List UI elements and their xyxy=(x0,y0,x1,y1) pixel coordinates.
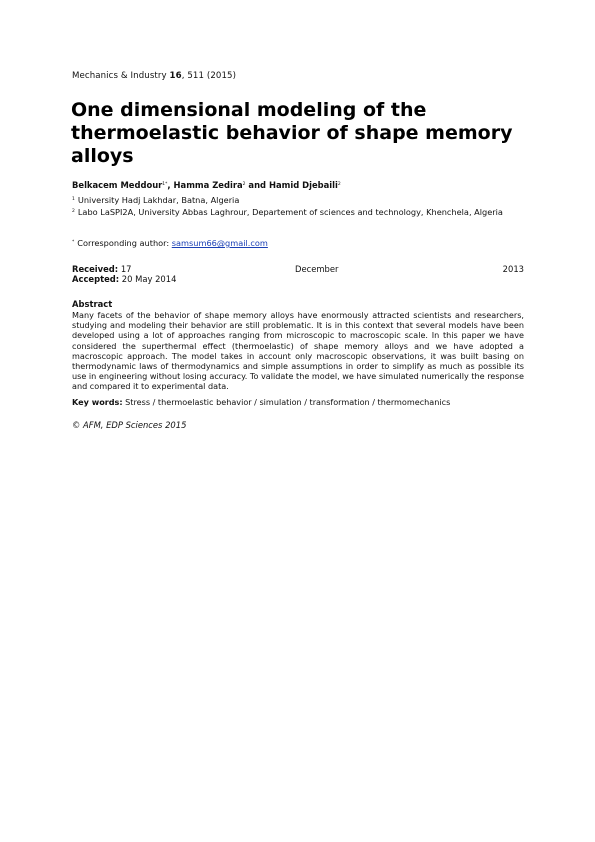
email-link[interactable]: samsum66@gmail.com xyxy=(171,238,268,248)
author-affiliation-mark: 2 xyxy=(337,182,341,187)
corresponding-label: Corresponding author: xyxy=(77,238,172,248)
accepted-line xyxy=(72,274,176,284)
received-label: Received: xyxy=(72,264,119,274)
received-year: 2013 xyxy=(502,264,524,274)
keywords-text: Stress / thermoelastic behavior / simulation / transformation / thermomechanics xyxy=(125,397,451,407)
author-affiliation-mark: 2 xyxy=(242,182,246,187)
journal-name: Mechanics & Industry xyxy=(72,71,170,81)
journal-pages-year: , 511 (2015) xyxy=(181,71,237,81)
corresponding-author xyxy=(72,238,268,248)
affiliation xyxy=(72,207,503,217)
accepted-date: 20 May 2014 xyxy=(121,274,177,284)
affiliation xyxy=(72,195,239,205)
keywords-label: Key words: xyxy=(72,397,123,407)
journal-citation xyxy=(72,71,236,81)
affiliation-text: Labo LaSPI2A, University Abbas Laghrour, Departement of sciences and technology, Khenchela, Algeria xyxy=(77,207,503,217)
author-separator: , xyxy=(167,180,174,190)
received-month: December xyxy=(295,264,339,274)
keywords xyxy=(72,397,450,407)
author-affiliation-mark: 1* xyxy=(162,182,168,187)
affiliation-text: University Hadj Lakhdar, Batna, Algeria xyxy=(77,195,240,205)
copyright-notice: © AFM, EDP Sciences 2015 xyxy=(72,420,187,430)
author-name: Hamid Djebaili xyxy=(268,180,338,190)
paper-title: One dimensional modeling of the thermoelastic behavior of shape memory alloys xyxy=(71,99,513,167)
author-name: Hamma Zedira xyxy=(173,180,243,190)
corresponding-mark: * xyxy=(72,240,75,245)
affiliation-mark: 1 xyxy=(72,197,75,202)
journal-volume: 16 xyxy=(169,71,182,81)
accepted-label: Accepted: xyxy=(72,274,120,284)
author-list xyxy=(72,180,341,190)
abstract-text: Many facets of the behavior of shape memory alloys have enormously attracted scientists and researchers, studying and modeling their behavior are still problematic. It is in this context that several models have been developed using a lot of approaches ranging from microscopic to macroscopic scale. In this paper we have considered the superthermal effect (thermoelastic) of shape memory alloys and we have adopted a macroscopic approach. The model takes in account only macroscopic observations, it was built basing on thermodynamic laws of thermodynamics and simple assumptions in order to simplify as much as possible its use in engineering without losing accuracy. To validate the model, we have simulated numerically the response and compared it to experimental data. xyxy=(72,310,524,392)
abstract-heading: Abstract xyxy=(72,299,113,309)
received-day: 17 xyxy=(120,264,132,274)
affiliation-mark: 2 xyxy=(72,209,75,214)
author-name: Belkacem Meddour xyxy=(72,180,163,190)
author-separator: and xyxy=(245,180,269,190)
